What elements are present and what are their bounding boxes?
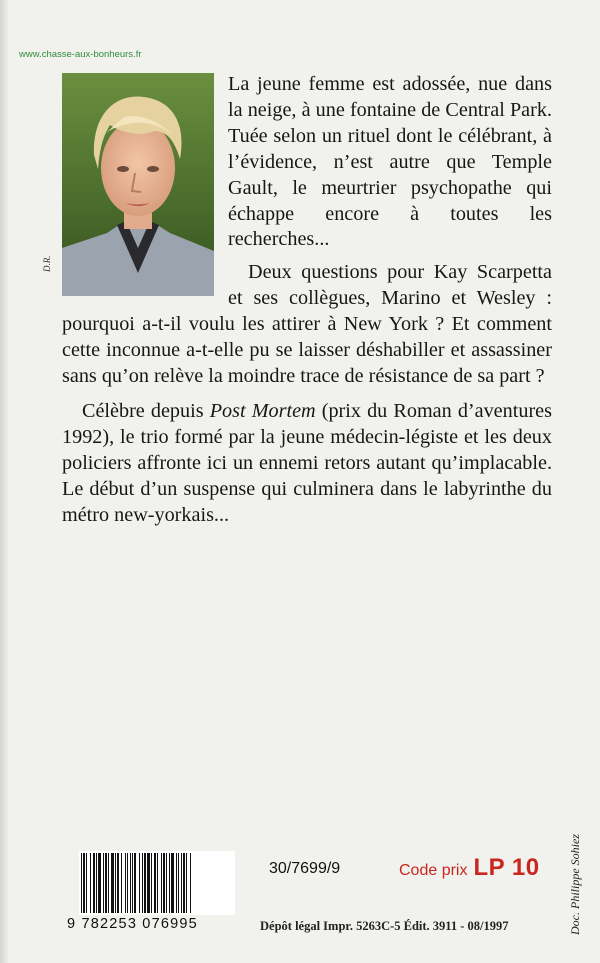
barcode-digits: 9 782253 076995 — [67, 916, 198, 932]
barcode-bar — [157, 853, 158, 913]
barcode-bar — [83, 853, 85, 913]
barcode-bar — [181, 853, 182, 913]
barcode-bar — [163, 853, 165, 913]
barcode-bar — [108, 853, 109, 913]
barcode-bar — [105, 853, 107, 913]
price-label: Code prix — [399, 862, 468, 879]
barcode-bar — [154, 853, 156, 913]
barcode-bar — [121, 853, 122, 913]
price-code — [399, 854, 540, 882]
p3-book-title: Post Mortem — [209, 399, 316, 422]
barcode-bar — [93, 853, 95, 913]
barcode-bar — [161, 853, 162, 913]
doc-credit: Doc. Philippe Sohiez — [568, 834, 582, 935]
barcode-bar — [139, 853, 140, 913]
blurb-paragraph-2: Deux questions pour Kay Scarpetta et ses collègues, Marino et Wesley : pourquoi a-t-il voulu les attirer à New York ? Et comment cette inconnue a-t-elle pu se laisser déshabiller et assassiner sans qu’on relève la moindre trace de résistance de sa part ? — [62, 261, 552, 387]
barcode-bar — [127, 853, 128, 913]
barcode-bar — [166, 853, 167, 913]
barcode-bar — [171, 853, 174, 913]
barcode-bar — [134, 853, 136, 913]
barcode-bar — [132, 853, 133, 913]
barcode — [79, 851, 235, 915]
price-value: LP 10 — [473, 854, 540, 881]
legal-deposit: Dépôt légal Impr. 5263C-5 Édit. 3911 - 08/1997 — [260, 919, 509, 933]
barcode-bar — [103, 853, 104, 913]
blurb-paragraph-3 — [62, 399, 552, 529]
cover-edge — [0, 0, 8, 963]
barcode-bar — [186, 853, 187, 913]
barcode-bar — [169, 853, 170, 913]
barcode-bar — [86, 853, 87, 913]
barcode-bar — [111, 853, 114, 913]
barcode-bar — [178, 853, 179, 913]
reference-code: 30/7699/9 — [269, 860, 341, 877]
blurb-paragraph-1: La jeune femme est adossée, nue dans la neige, à une fontaine de Central Park. Tuée selon un rituel dont le célébrant, à l’évidence, n’est autre que Temple Gault, le meurtrier psychopathe qui échappe encore à toutes les recherches... — [228, 73, 552, 251]
barcode-bar — [125, 853, 126, 913]
barcode-bar — [151, 853, 152, 913]
photo-spacer — [62, 72, 228, 292]
barcode-bar — [115, 853, 116, 913]
p3-rest: (prix du Roman d’aventures 1992), le trio formé par la jeune médecin-légiste et les deux policiers affronte ici un ennemi retors autant qu’implacable. Le début d’un suspense qui culminera dans le labyrinthe du métro new-yorkais... — [62, 399, 552, 526]
barcode-bar — [130, 853, 131, 913]
barcode-bar — [81, 853, 82, 913]
barcode-bar — [90, 853, 91, 913]
barcode-bar — [183, 853, 185, 913]
p3-intro: Célèbre depuis — [82, 399, 210, 422]
barcode-bar — [144, 853, 146, 913]
photo-credit: D.R. — [42, 255, 52, 272]
barcode-bar — [117, 853, 119, 913]
barcode-bar — [176, 853, 177, 913]
barcode-bar — [96, 853, 97, 913]
barcode-bar — [147, 853, 150, 913]
barcode-bar — [190, 853, 191, 913]
watermark: www.chasse-aux-bonheurs.fr — [19, 49, 142, 60]
barcode-bar — [142, 853, 143, 913]
barcode-bar — [98, 853, 101, 913]
blurb-text — [62, 72, 552, 528]
